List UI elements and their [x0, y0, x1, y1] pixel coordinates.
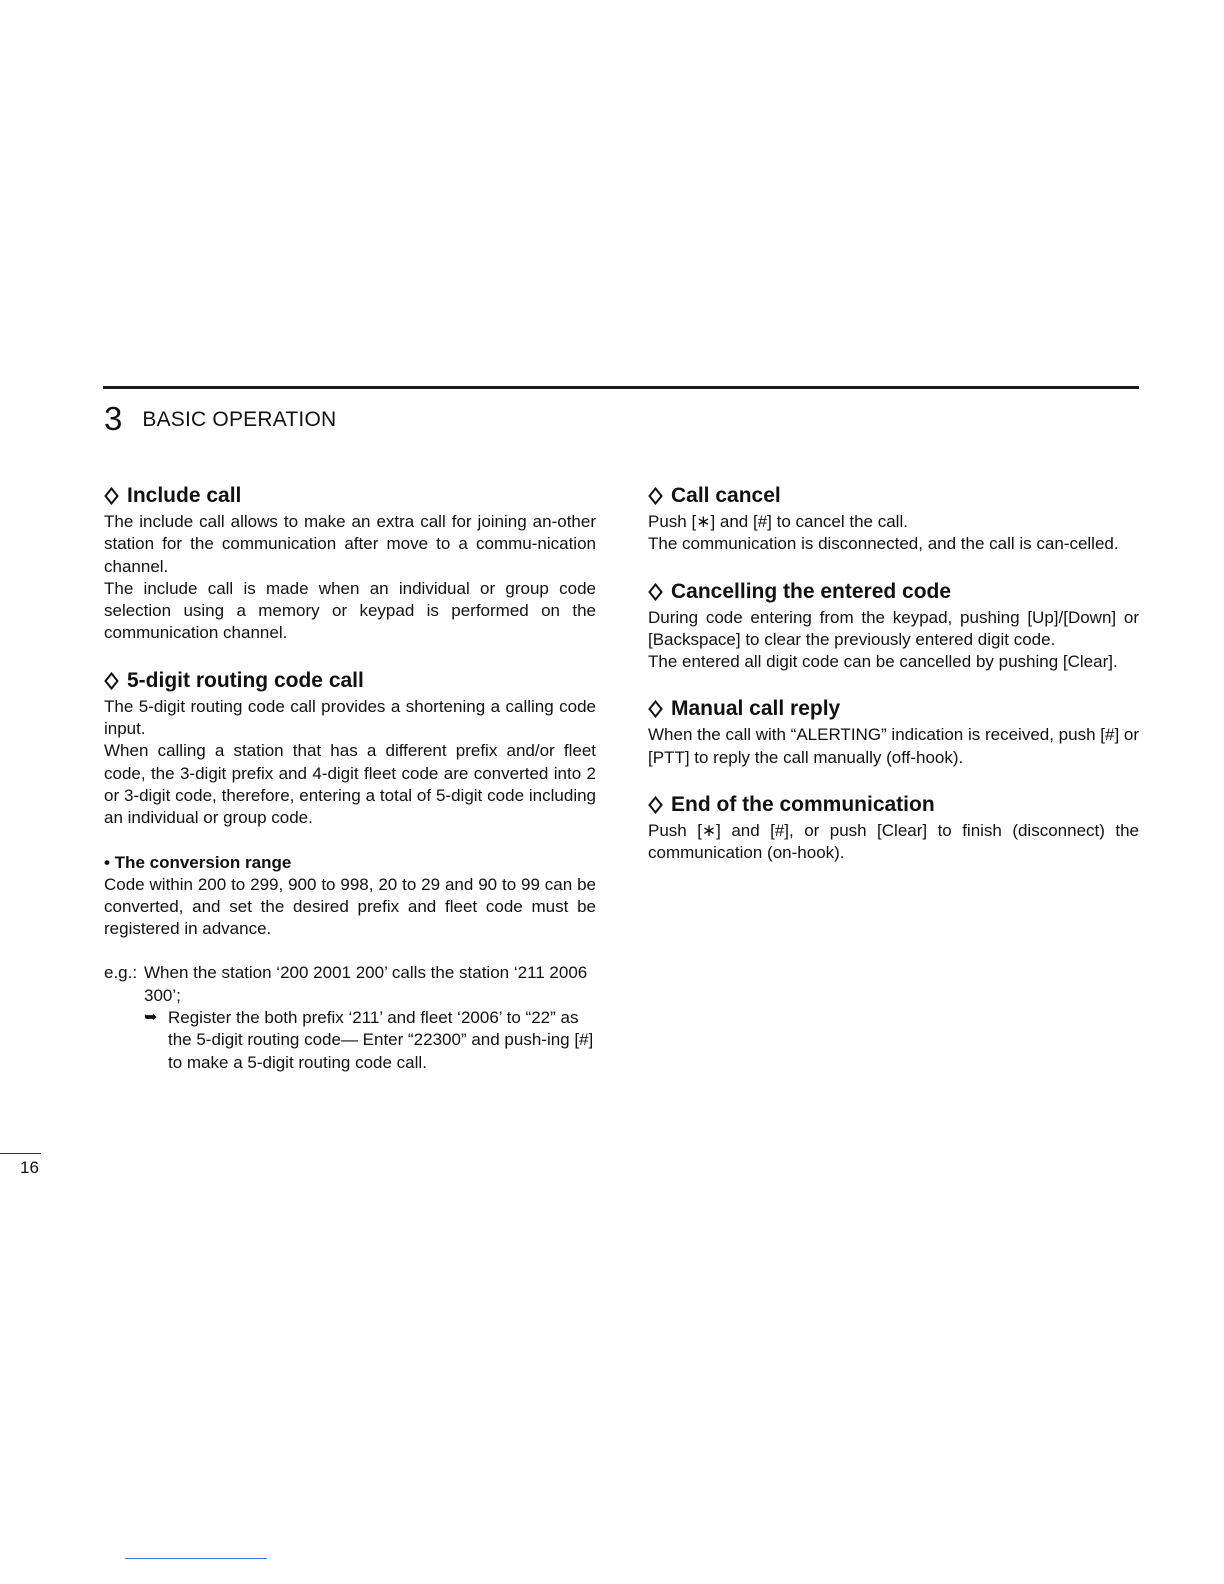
- example-text: When the station ‘200 2001 200’ calls the station ‘211 2006 300’;: [144, 963, 588, 1005]
- heading-text: Include call: [127, 484, 242, 507]
- paragraph: When calling a station that has a different prefix and/or fleet code, the 3-digit prefix and 4-digit fleet code are converted into 2 or 3-digit code, therefore, entering a total of 5-digit code including an individual or group code.: [104, 741, 596, 828]
- paragraph: During code entering from the keypad, pushing [Up]/[Down] or [Backspace] to clear the previously entered digit code.: [648, 607, 1139, 649]
- diamond-outline-icon: [648, 700, 663, 718]
- top-rule: [103, 386, 1139, 389]
- paragraph: The entered all digit code can be cancelled by pushing [Clear].: [648, 652, 1118, 672]
- bottom-link-underline[interactable]: [125, 1558, 267, 1559]
- heading-text: Manual call reply: [671, 697, 841, 721]
- paragraph: The include call allows to make an extra call for joining an-other station for the communication after move to a commu-nication channel.: [104, 512, 596, 576]
- heading-text: Cancelling the entered code: [671, 579, 952, 603]
- page-number: 16: [20, 1158, 39, 1177]
- conversion-range-text: Code within 200 to 299, 900 to 998, 20 to 29 and 90 to 99 can be converted, and set the desired prefix and fleet code must be registered in advance.: [104, 874, 596, 939]
- section-heading: [648, 791, 1139, 819]
- heading-text: End of the communication: [671, 793, 935, 817]
- diamond-outline-icon: [648, 487, 663, 505]
- section-heading: [648, 482, 1139, 510]
- page-number-rule: [0, 1153, 41, 1154]
- paragraph: The 5-digit routing code call provides a shortening a calling code input.: [104, 696, 596, 739]
- heading-text: 5-digit routing code call: [127, 668, 364, 692]
- diamond-outline-icon: [648, 583, 663, 601]
- paragraph: When the call with “ALERTING” indication is received, push [#] or [PTT] to reply the call manually (off-hook).: [648, 725, 1140, 767]
- example-block: [104, 962, 596, 1073]
- diamond-outline-icon: [648, 796, 663, 814]
- heading-text: Call cancel: [671, 484, 781, 507]
- section-cancel-entered-code: [648, 578, 1139, 674]
- chapter-number: 3: [104, 400, 123, 437]
- section-heading: [648, 578, 1139, 606]
- paragraph: The communication is disconnected, and the call is can-celled.: [648, 534, 1119, 554]
- section-heading: [648, 695, 1139, 723]
- left-column: [104, 482, 596, 1096]
- section-heading: [104, 482, 596, 510]
- right-column: [648, 482, 1139, 887]
- example-step: Register the both prefix ‘211’ and fleet ‘2006’ to “22” as the 5-digit routing code— Enter “22300” and push-ing [#] to make a 5-digit routing code call.: [168, 1008, 594, 1072]
- section-end-of-communication: [648, 791, 1139, 865]
- conversion-range-heading: • The conversion range: [104, 852, 292, 872]
- section-heading: [104, 667, 596, 695]
- diamond-outline-icon: [104, 487, 119, 505]
- section-include-call: [104, 482, 596, 645]
- diamond-outline-icon: [104, 672, 119, 690]
- section-routing-code-call: [104, 667, 596, 1074]
- section-call-cancel: [648, 482, 1139, 556]
- paragraph: Push [∗] and [#] to cancel the call.: [648, 512, 908, 531]
- arrow-icon: ➥: [144, 1009, 158, 1027]
- paragraph: Push [∗] and [#], or push [Clear] to finish (disconnect) the communication (on-hook).: [648, 821, 1139, 863]
- chapter-header: [104, 398, 336, 438]
- example-tag: e.g.:: [104, 963, 138, 983]
- chapter-title: BASIC OPERATION: [142, 408, 337, 431]
- paragraph: The include call is made when an individual or group code selection using a memory or keypad is performed on the communication channel.: [104, 578, 596, 643]
- section-manual-call-reply: [648, 695, 1139, 769]
